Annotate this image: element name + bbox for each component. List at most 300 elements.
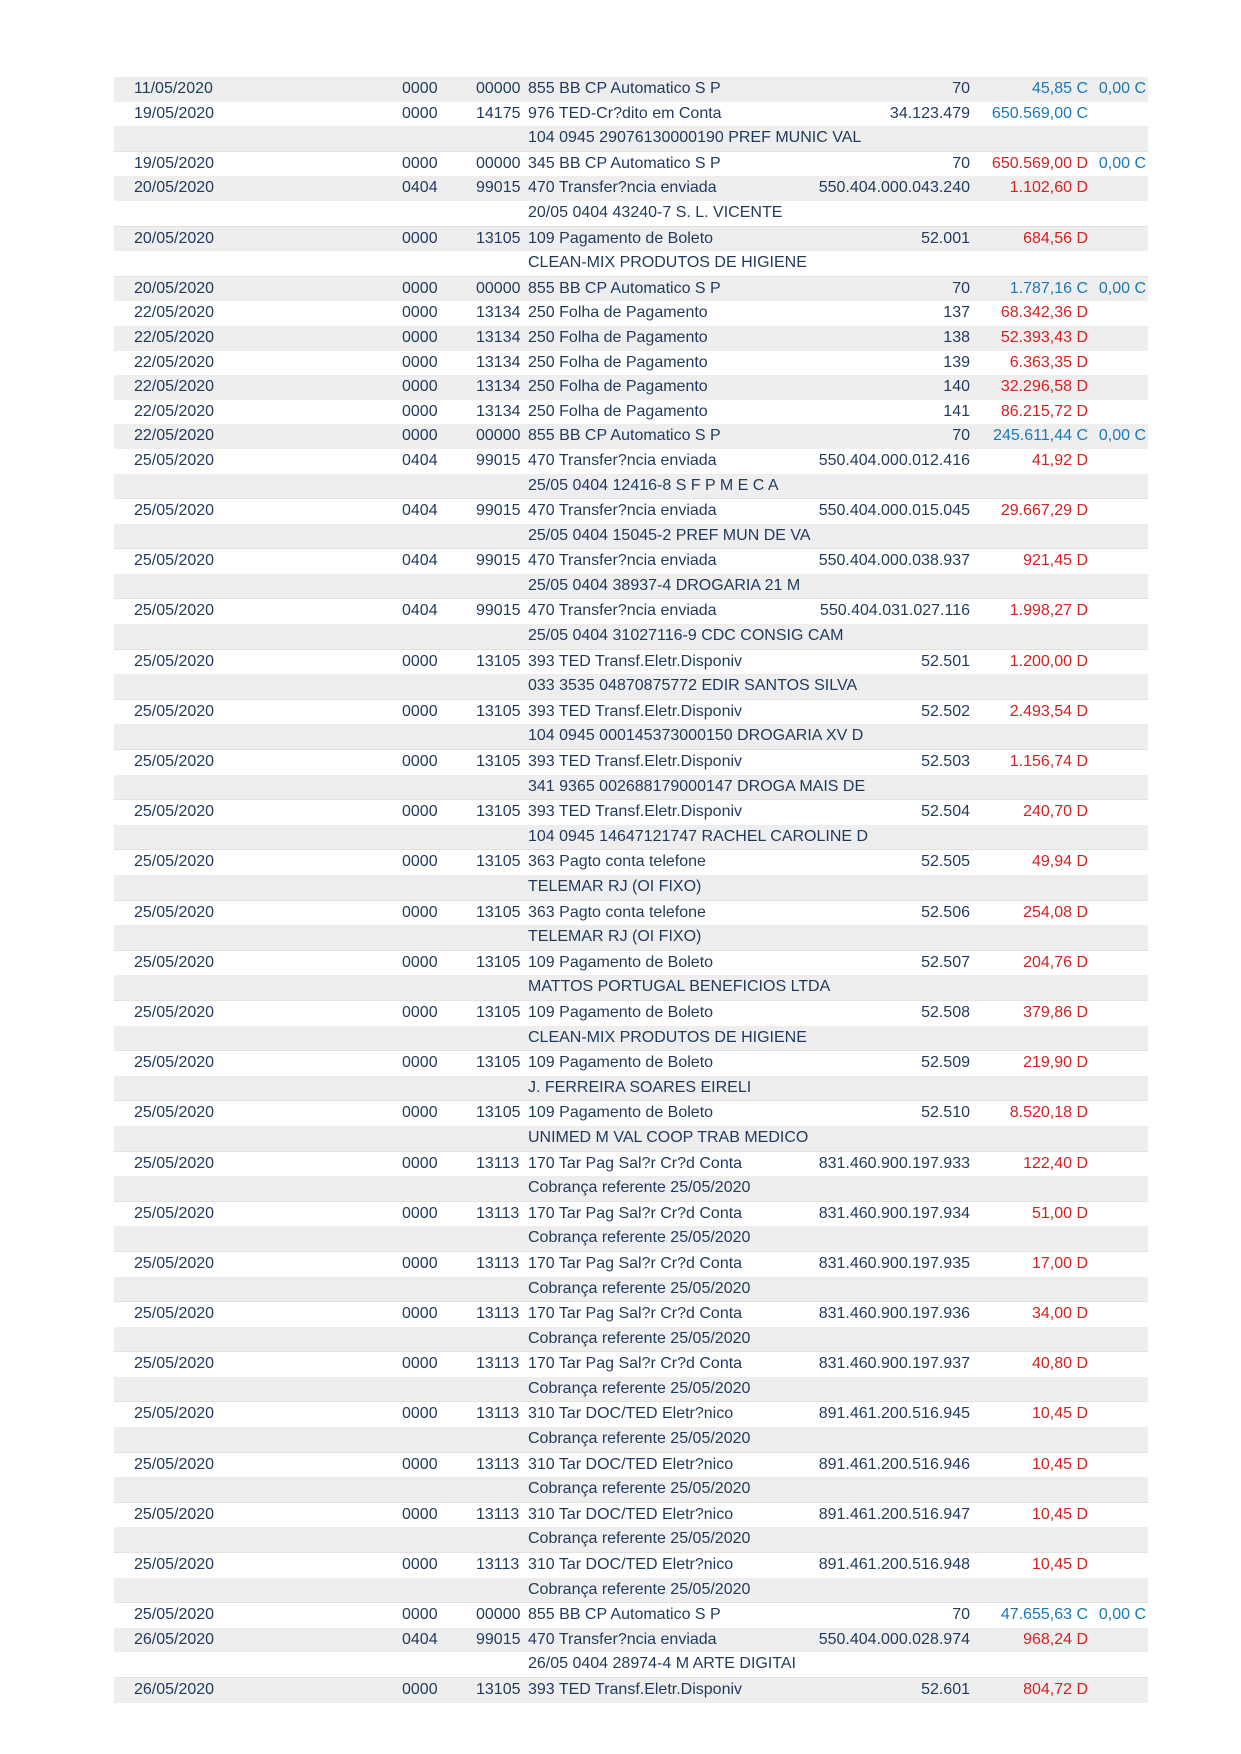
transaction-row xyxy=(114,152,1148,177)
transaction-lot: 13105 xyxy=(476,702,521,720)
transaction-history: 250 Folha de Pagamento xyxy=(528,402,708,420)
transaction-agency: 0000 xyxy=(402,1606,438,1624)
transaction-lot: 13105 xyxy=(476,1054,521,1072)
transaction-document: 140 xyxy=(943,378,970,396)
transaction-date: 25/05/2020 xyxy=(134,502,215,520)
transaction-lot: 13105 xyxy=(476,853,521,871)
transaction-date: 25/05/2020 xyxy=(134,1054,215,1072)
transaction-detail-row xyxy=(114,1477,1148,1503)
transaction-row xyxy=(114,700,1148,725)
transaction-history: 393 TED Transf.Eletr.Disponiv xyxy=(528,753,743,771)
transaction-detail-row xyxy=(114,251,1148,277)
transaction-history: 310 Tar DOC/TED Eletr?nico xyxy=(528,1556,734,1574)
transaction-detail-row xyxy=(114,1277,1148,1303)
transaction-document: 52.505 xyxy=(921,853,970,871)
transaction-history: 250 Folha de Pagamento xyxy=(528,304,708,322)
transaction-detail-row xyxy=(114,925,1148,951)
transaction-history: 109 Pagamento de Boleto xyxy=(528,229,714,247)
transaction-detail: 341 9365 002688179000147 DROGA MAIS DE xyxy=(528,777,866,795)
transaction-value: 245.611,44 C xyxy=(993,427,1088,445)
transaction-agency: 0000 xyxy=(402,652,438,670)
transaction-detail-row xyxy=(114,524,1148,550)
transaction-detail-row xyxy=(114,201,1148,227)
transaction-history: 250 Folha de Pagamento xyxy=(528,353,708,371)
transaction-detail-row xyxy=(114,1226,1148,1252)
transaction-date: 25/05/2020 xyxy=(134,1405,215,1423)
transaction-row xyxy=(114,1202,1148,1227)
transaction-value: 204,76 D xyxy=(1023,953,1088,971)
transaction-row xyxy=(114,1001,1148,1026)
transaction-value: 2.493,54 D xyxy=(1009,702,1088,720)
transaction-detail: J. FERREIRA SOARES EIRELI xyxy=(528,1078,752,1096)
transaction-agency: 0000 xyxy=(402,80,438,97)
transaction-date: 25/05/2020 xyxy=(134,451,215,469)
transaction-agency: 0404 xyxy=(402,552,438,570)
transaction-document: 52.510 xyxy=(921,1104,970,1122)
transaction-value: 29.667,29 D xyxy=(1000,502,1088,520)
transaction-row xyxy=(114,1603,1148,1628)
transaction-agency: 0000 xyxy=(402,1154,438,1172)
transaction-agency: 0000 xyxy=(402,353,438,371)
transaction-date: 25/05/2020 xyxy=(134,1104,215,1122)
transaction-detail-row xyxy=(114,1327,1148,1353)
transaction-date: 20/05/2020 xyxy=(134,279,215,297)
transaction-document: 831.460.900.197.933 xyxy=(818,1154,970,1172)
transaction-lot: 13113 xyxy=(476,1405,520,1423)
transaction-history: 250 Folha de Pagamento xyxy=(528,378,708,396)
transaction-balance: 0,00 C xyxy=(1098,279,1146,297)
transaction-date: 22/05/2020 xyxy=(134,402,215,420)
transaction-document: 52.503 xyxy=(921,753,970,771)
transaction-date: 19/05/2020 xyxy=(134,104,215,122)
transaction-value: 52.393,43 D xyxy=(1000,328,1088,346)
transaction-document: 70 xyxy=(952,427,970,445)
transaction-detail: Cobrança referente 25/05/2020 xyxy=(528,1530,751,1548)
transaction-lot: 00000 xyxy=(476,80,521,97)
transaction-value: 968,24 D xyxy=(1023,1630,1088,1648)
transaction-agency: 0000 xyxy=(402,753,438,771)
transaction-value: 10,45 D xyxy=(1031,1455,1088,1473)
transaction-row xyxy=(114,227,1148,252)
transaction-date: 25/05/2020 xyxy=(134,903,215,921)
transaction-detail: Cobrança referente 25/05/2020 xyxy=(528,1279,751,1297)
transaction-row xyxy=(114,599,1148,624)
transaction-document: 550.404.000.043.240 xyxy=(818,179,970,197)
transaction-history: 976 TED-Cr?dito em Conta xyxy=(528,104,722,122)
transaction-row xyxy=(114,77,1148,102)
transaction-value: 379,86 D xyxy=(1023,1003,1088,1021)
transaction-date: 25/05/2020 xyxy=(134,1455,215,1473)
transaction-lot: 99015 xyxy=(476,179,521,197)
transaction-document: 137 xyxy=(943,304,970,322)
transaction-value: 240,70 D xyxy=(1023,803,1088,821)
transaction-document: 70 xyxy=(952,80,970,97)
transaction-agency: 0000 xyxy=(402,427,438,445)
transaction-document: 831.460.900.197.934 xyxy=(818,1204,970,1222)
transaction-agency: 0000 xyxy=(402,402,438,420)
transaction-detail-row xyxy=(114,1578,1148,1604)
transaction-row xyxy=(114,176,1148,201)
transaction-lot: 13134 xyxy=(476,402,521,420)
transaction-detail: TELEMAR RJ (OI FIXO) xyxy=(528,878,702,895)
transaction-date: 22/05/2020 xyxy=(134,427,215,445)
transaction-agency: 0000 xyxy=(402,903,438,921)
transaction-history: 470 Transfer?ncia enviada xyxy=(528,602,717,620)
transaction-date: 25/05/2020 xyxy=(134,602,215,620)
transaction-agency: 0000 xyxy=(402,1104,438,1122)
transaction-date: 25/05/2020 xyxy=(134,1355,215,1373)
transaction-detail: 20/05 0404 43240-7 S. L. VICENTE xyxy=(528,203,783,221)
transaction-lot: 13113 xyxy=(476,1305,520,1323)
transaction-history: 470 Transfer?ncia enviada xyxy=(528,451,717,469)
transaction-detail: 104 0945 14647121747 RACHEL CAROLINE D xyxy=(528,827,869,845)
transaction-row xyxy=(114,1101,1148,1126)
transaction-history: 170 Tar Pag Sal?r Cr?d Conta xyxy=(528,1254,743,1272)
transaction-detail: Cobrança referente 25/05/2020 xyxy=(528,1329,751,1347)
transaction-value: 1.200,00 D xyxy=(1009,652,1088,670)
transaction-lot: 13105 xyxy=(476,1003,521,1021)
transaction-history: 310 Tar DOC/TED Eletr?nico xyxy=(528,1405,734,1423)
transaction-history: 855 BB CP Automatico S P xyxy=(528,427,721,445)
transaction-lot: 13113 xyxy=(476,1254,520,1272)
transaction-document: 891.461.200.516.948 xyxy=(818,1556,970,1574)
transaction-agency: 0000 xyxy=(402,154,438,172)
transaction-agency: 0000 xyxy=(402,1355,438,1373)
transaction-agency: 0000 xyxy=(402,378,438,396)
transaction-document: 550.404.000.028.974 xyxy=(818,1630,970,1648)
statement-table xyxy=(114,77,1148,1703)
transaction-history: 170 Tar Pag Sal?r Cr?d Conta xyxy=(528,1305,743,1323)
transaction-detail-row xyxy=(114,875,1148,901)
transaction-value: 6.363,35 D xyxy=(1009,353,1088,371)
transaction-row xyxy=(114,850,1148,875)
transaction-history: 470 Transfer?ncia enviada xyxy=(528,179,717,197)
transaction-value: 34,00 D xyxy=(1031,1305,1088,1323)
transaction-detail-row xyxy=(114,624,1148,650)
transaction-document: 52.507 xyxy=(921,953,970,971)
transaction-date: 25/05/2020 xyxy=(134,702,215,720)
transaction-agency: 0000 xyxy=(402,1254,438,1272)
transaction-detail-row xyxy=(114,825,1148,851)
transaction-value: 17,00 D xyxy=(1031,1254,1088,1272)
transaction-detail-row xyxy=(114,1527,1148,1553)
transaction-date: 25/05/2020 xyxy=(134,652,215,670)
transaction-row xyxy=(114,375,1148,400)
transaction-row xyxy=(114,901,1148,926)
transaction-detail: UNIMED M VAL COOP TRAB MEDICO xyxy=(528,1128,809,1146)
transaction-document: 831.460.900.197.935 xyxy=(818,1254,970,1272)
transaction-history: 470 Transfer?ncia enviada xyxy=(528,1630,717,1648)
transaction-history: 393 TED Transf.Eletr.Disponiv xyxy=(528,1681,743,1698)
transaction-value: 921,45 D xyxy=(1023,552,1088,570)
transaction-row xyxy=(114,400,1148,425)
transaction-date: 25/05/2020 xyxy=(134,1154,215,1172)
transaction-agency: 0000 xyxy=(402,1305,438,1323)
transaction-date: 25/05/2020 xyxy=(134,1204,215,1222)
transaction-history: 855 BB CP Automatico S P xyxy=(528,1606,721,1624)
transaction-row xyxy=(114,1352,1148,1377)
transaction-agency: 0000 xyxy=(402,104,438,122)
transaction-row xyxy=(114,549,1148,574)
transaction-history: 363 Pagto conta telefone xyxy=(528,853,706,871)
transaction-detail: Cobrança referente 25/05/2020 xyxy=(528,1580,751,1598)
transaction-detail: Cobrança referente 25/05/2020 xyxy=(528,1229,751,1247)
transaction-history: 310 Tar DOC/TED Eletr?nico xyxy=(528,1455,734,1473)
transaction-detail-row xyxy=(114,1652,1148,1678)
transaction-value: 219,90 D xyxy=(1023,1054,1088,1072)
transaction-detail: 25/05 0404 38937-4 DROGARIA 21 M xyxy=(528,576,801,594)
transaction-history: 393 TED Transf.Eletr.Disponiv xyxy=(528,803,743,821)
transaction-value: 49,94 D xyxy=(1031,853,1088,871)
transaction-date: 25/05/2020 xyxy=(134,803,215,821)
transaction-document: 831.460.900.197.936 xyxy=(818,1305,970,1323)
transaction-lot: 13134 xyxy=(476,378,521,396)
transaction-agency: 0000 xyxy=(402,1455,438,1473)
transaction-detail: 033 3535 04870875772 EDIR SANTOS SILVA xyxy=(528,677,858,695)
transaction-value: 1.102,60 D xyxy=(1009,179,1088,197)
transaction-document: 52.504 xyxy=(921,803,970,821)
transaction-document: 550.404.000.038.937 xyxy=(818,552,970,570)
transaction-date: 22/05/2020 xyxy=(134,353,215,371)
transaction-detail-row xyxy=(114,1026,1148,1052)
transaction-lot: 13105 xyxy=(476,803,521,821)
transaction-lot: 13134 xyxy=(476,328,521,346)
transaction-detail: MATTOS PORTUGAL BENEFICIOS LTDA xyxy=(528,978,831,996)
transaction-lot: 14175 xyxy=(476,104,521,122)
transaction-detail-row xyxy=(114,474,1148,500)
transaction-date: 25/05/2020 xyxy=(134,853,215,871)
transaction-row xyxy=(114,1678,1148,1703)
transaction-value: 10,45 D xyxy=(1031,1405,1088,1423)
transaction-lot: 99015 xyxy=(476,451,521,469)
transaction-history: 250 Folha de Pagamento xyxy=(528,328,708,346)
transaction-lot: 13134 xyxy=(476,353,521,371)
transaction-date: 22/05/2020 xyxy=(134,328,215,346)
transaction-agency: 0404 xyxy=(402,602,438,620)
transaction-value: 650.569,00 C xyxy=(991,104,1088,122)
transaction-detail: Cobrança referente 25/05/2020 xyxy=(528,1379,751,1397)
transaction-date: 25/05/2020 xyxy=(134,1556,215,1574)
transaction-lot: 13113 xyxy=(476,1505,520,1523)
transaction-history: 363 Pagto conta telefone xyxy=(528,903,706,921)
transaction-agency: 0000 xyxy=(402,1204,438,1222)
transaction-date: 25/05/2020 xyxy=(134,1254,215,1272)
transaction-history: 310 Tar DOC/TED Eletr?nico xyxy=(528,1505,734,1523)
transaction-history: 470 Transfer?ncia enviada xyxy=(528,552,717,570)
transaction-lot: 13105 xyxy=(476,953,521,971)
transaction-document: 52.501 xyxy=(921,652,970,670)
transaction-value: 1.998,27 D xyxy=(1009,602,1088,620)
transaction-history: 109 Pagamento de Boleto xyxy=(528,1003,714,1021)
transaction-detail: Cobrança referente 25/05/2020 xyxy=(528,1480,751,1498)
transaction-row xyxy=(114,1453,1148,1478)
transaction-date: 25/05/2020 xyxy=(134,552,215,570)
transaction-detail: 104 0945 29076130000190 PREF MUNIC VAL xyxy=(528,129,862,147)
transaction-row xyxy=(114,424,1148,449)
transaction-detail-row xyxy=(114,1076,1148,1102)
transaction-history: 470 Transfer?ncia enviada xyxy=(528,502,717,520)
transaction-agency: 0000 xyxy=(402,1681,438,1698)
transaction-row xyxy=(114,800,1148,825)
transaction-lot: 13105 xyxy=(476,753,521,771)
transaction-document: 891.461.200.516.945 xyxy=(818,1405,970,1423)
transaction-value: 86.215,72 D xyxy=(1000,402,1088,420)
transaction-date: 20/05/2020 xyxy=(134,179,215,197)
transaction-row xyxy=(114,499,1148,524)
transaction-detail-row xyxy=(114,126,1148,152)
transaction-lot: 13105 xyxy=(476,1681,521,1698)
transaction-row xyxy=(114,102,1148,127)
transaction-document: 70 xyxy=(952,1606,970,1624)
transaction-document: 52.502 xyxy=(921,702,970,720)
transaction-row xyxy=(114,1152,1148,1177)
transaction-document: 138 xyxy=(943,328,970,346)
transaction-document: 141 xyxy=(943,402,970,420)
transaction-date: 26/05/2020 xyxy=(134,1681,215,1698)
transaction-lot: 13105 xyxy=(476,229,521,247)
transaction-row xyxy=(114,650,1148,675)
transaction-agency: 0000 xyxy=(402,953,438,971)
transaction-detail-row xyxy=(114,1176,1148,1202)
transaction-detail: 25/05 0404 12416-8 S F P M E C A xyxy=(528,476,779,494)
transaction-agency: 0000 xyxy=(402,803,438,821)
transaction-row xyxy=(114,1051,1148,1076)
transaction-detail-row xyxy=(114,674,1148,700)
transaction-value: 32.296,58 D xyxy=(1000,378,1088,396)
transaction-value: 51,00 D xyxy=(1031,1204,1088,1222)
transaction-agency: 0000 xyxy=(402,1405,438,1423)
transaction-agency: 0000 xyxy=(402,702,438,720)
transaction-detail-row xyxy=(114,1427,1148,1453)
transaction-document: 70 xyxy=(952,154,970,172)
transaction-document: 52.508 xyxy=(921,1003,970,1021)
transaction-document: 52.601 xyxy=(921,1681,970,1698)
transaction-lot: 13134 xyxy=(476,304,521,322)
transaction-lot: 13113 xyxy=(476,1355,520,1373)
transaction-document: 550.404.031.027.116 xyxy=(819,602,970,620)
transaction-date: 25/05/2020 xyxy=(134,1606,215,1624)
transaction-detail: 26/05 0404 28974-4 M ARTE DIGITAI xyxy=(528,1655,796,1673)
transaction-value: 45,85 C xyxy=(1031,80,1088,97)
transaction-detail: 104 0945 000145373000150 DROGARIA XV D xyxy=(528,727,864,745)
transaction-date: 22/05/2020 xyxy=(134,304,215,322)
transaction-lot: 00000 xyxy=(476,1606,521,1624)
transaction-date: 19/05/2020 xyxy=(134,154,215,172)
transaction-row xyxy=(114,449,1148,474)
transaction-value: 47.655,63 C xyxy=(1000,1606,1088,1624)
transaction-lot: 13105 xyxy=(476,652,521,670)
transaction-value: 650.569,00 D xyxy=(991,154,1088,172)
transaction-history: 393 TED Transf.Eletr.Disponiv xyxy=(528,702,743,720)
transaction-agency: 0000 xyxy=(402,1505,438,1523)
transaction-document: 891.461.200.516.947 xyxy=(818,1505,970,1523)
transaction-lot: 99015 xyxy=(476,602,521,620)
transaction-agency: 0000 xyxy=(402,1003,438,1021)
transaction-row xyxy=(114,1402,1148,1427)
transaction-detail: Cobrança referente 25/05/2020 xyxy=(528,1179,751,1197)
transaction-value: 10,45 D xyxy=(1031,1505,1088,1523)
transaction-balance: 0,00 C xyxy=(1098,154,1146,172)
transaction-document: 891.461.200.516.946 xyxy=(818,1455,970,1473)
transaction-history: 855 BB CP Automatico S P xyxy=(528,279,721,297)
transaction-agency: 0000 xyxy=(402,328,438,346)
transaction-value: 804,72 D xyxy=(1023,1681,1088,1698)
transaction-balance: 0,00 C xyxy=(1098,1606,1146,1624)
transaction-agency: 0000 xyxy=(402,853,438,871)
transaction-balance: 0,00 C xyxy=(1098,80,1146,97)
transaction-history: 393 TED Transf.Eletr.Disponiv xyxy=(528,652,743,670)
transaction-detail-row xyxy=(114,975,1148,1001)
transaction-row xyxy=(114,277,1148,302)
transaction-agency: 0000 xyxy=(402,1054,438,1072)
transaction-history: 109 Pagamento de Boleto xyxy=(528,1054,714,1072)
transaction-value: 40,80 D xyxy=(1031,1355,1088,1373)
transaction-document: 34.123.479 xyxy=(889,104,970,122)
transaction-document: 52.001 xyxy=(921,229,970,247)
transaction-value: 10,45 D xyxy=(1031,1556,1088,1574)
transaction-history: 170 Tar Pag Sal?r Cr?d Conta xyxy=(528,1355,743,1373)
transaction-lot: 99015 xyxy=(476,502,521,520)
transaction-history: 345 BB CP Automatico S P xyxy=(528,154,721,172)
transaction-row xyxy=(114,1252,1148,1277)
transaction-agency: 0000 xyxy=(402,1556,438,1574)
transaction-detail-row xyxy=(114,724,1148,750)
transaction-document: 70 xyxy=(952,279,970,297)
transaction-row xyxy=(114,1302,1148,1327)
transaction-row xyxy=(114,351,1148,376)
transaction-row xyxy=(114,750,1148,775)
transaction-detail-row xyxy=(114,574,1148,600)
transaction-value: 8.520,18 D xyxy=(1009,1104,1088,1122)
transaction-date: 11/05/2020 xyxy=(134,80,213,97)
transaction-history: 170 Tar Pag Sal?r Cr?d Conta xyxy=(528,1204,743,1222)
transaction-date: 25/05/2020 xyxy=(134,1003,215,1021)
transaction-value: 254,08 D xyxy=(1023,903,1088,921)
transaction-row xyxy=(114,951,1148,976)
transaction-date: 20/05/2020 xyxy=(134,229,215,247)
transaction-agency: 0404 xyxy=(402,451,438,469)
transaction-agency: 0000 xyxy=(402,304,438,322)
transaction-detail: 25/05 0404 15045-2 PREF MUN DE VA xyxy=(528,526,811,544)
transaction-lot: 00000 xyxy=(476,154,521,172)
transaction-lot: 99015 xyxy=(476,552,521,570)
transaction-detail-row xyxy=(114,775,1148,801)
transaction-lot: 13113 xyxy=(476,1154,520,1172)
transaction-date: 26/05/2020 xyxy=(134,1630,215,1648)
transaction-history: 170 Tar Pag Sal?r Cr?d Conta xyxy=(528,1154,743,1172)
transaction-lot: 13105 xyxy=(476,1104,521,1122)
transaction-value: 122,40 D xyxy=(1023,1154,1088,1172)
transaction-lot: 99015 xyxy=(476,1630,521,1648)
transaction-lot: 13113 xyxy=(476,1204,520,1222)
transaction-lot: 13113 xyxy=(476,1556,520,1574)
transaction-value: 1.156,74 D xyxy=(1009,753,1088,771)
transaction-agency: 0404 xyxy=(402,502,438,520)
transaction-history: 855 BB CP Automatico S P xyxy=(528,80,721,97)
transaction-value: 68.342,36 D xyxy=(1000,304,1088,322)
transaction-lot: 13105 xyxy=(476,903,521,921)
transaction-agency: 0000 xyxy=(402,279,438,297)
transaction-lot: 00000 xyxy=(476,279,521,297)
transaction-detail: CLEAN-MIX PRODUTOS DE HIGIENE xyxy=(528,254,807,272)
transaction-row xyxy=(114,1628,1148,1653)
transaction-lot: 00000 xyxy=(476,427,521,445)
transaction-agency: 0404 xyxy=(402,1630,438,1648)
transaction-row xyxy=(114,326,1148,351)
transaction-balance: 0,00 C xyxy=(1098,427,1146,445)
transaction-value: 684,56 D xyxy=(1023,229,1088,247)
transaction-date: 25/05/2020 xyxy=(134,1505,215,1523)
